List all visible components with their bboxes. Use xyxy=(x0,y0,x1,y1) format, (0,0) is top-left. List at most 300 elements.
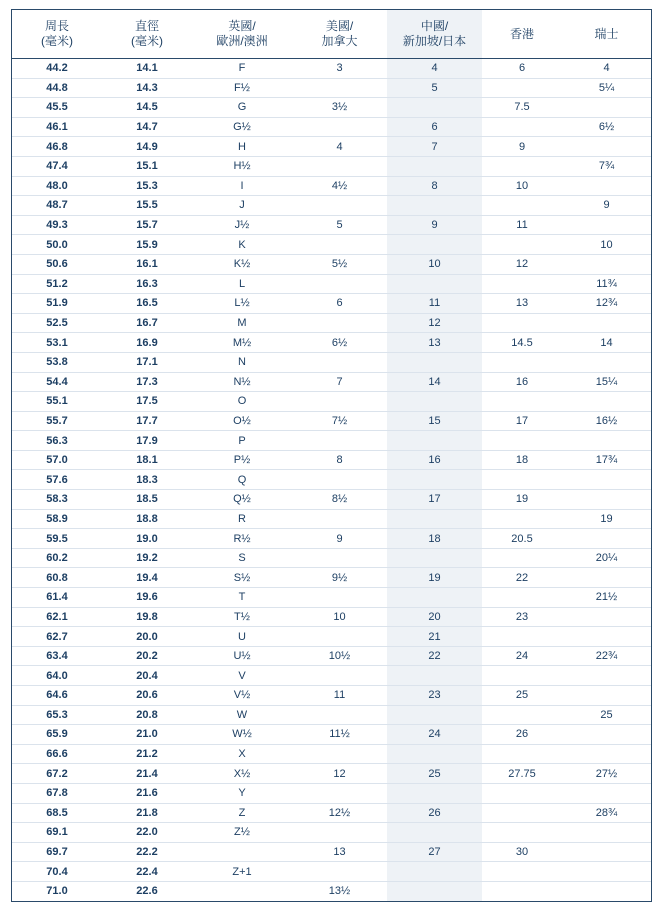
cell-hong-kong: 30 xyxy=(482,842,562,862)
cell-diameter-mm: 16.3 xyxy=(102,274,192,294)
cell-diameter-mm: 21.6 xyxy=(102,783,192,803)
cell-uk-eu-au: V xyxy=(192,666,292,686)
cell-us-ca xyxy=(292,196,387,216)
cell-us-ca xyxy=(292,352,387,372)
cell-cn-sg-jp: 18 xyxy=(387,529,482,549)
header-label: 香港 xyxy=(509,26,534,41)
cell-uk-eu-au: I xyxy=(192,176,292,196)
cell-uk-eu-au: Z½ xyxy=(192,823,292,843)
cell-perimeter-mm: 58.3 xyxy=(12,490,102,510)
cell-switzerland: 27½ xyxy=(562,764,651,784)
cell-us-ca xyxy=(292,862,387,882)
cell-uk-eu-au: Z xyxy=(192,803,292,823)
cell-cn-sg-jp xyxy=(387,509,482,529)
cell-switzerland xyxy=(562,254,651,274)
cell-diameter-mm: 20.8 xyxy=(102,705,192,725)
table-row xyxy=(12,450,651,470)
cell-us-ca: 4½ xyxy=(292,176,387,196)
header-cn-sg-jp xyxy=(387,10,482,59)
cell-switzerland: 12¾ xyxy=(562,294,651,314)
cell-us-ca: 7½ xyxy=(292,411,387,431)
ring-size-table xyxy=(12,10,651,901)
cell-cn-sg-jp xyxy=(387,862,482,882)
header-label: 直徑 xyxy=(134,19,159,33)
cell-switzerland: 11¾ xyxy=(562,274,651,294)
cell-perimeter-mm: 60.8 xyxy=(12,568,102,588)
cell-hong-kong xyxy=(482,235,562,255)
table-row xyxy=(12,98,651,118)
cell-perimeter-mm: 71.0 xyxy=(46,885,68,898)
cell-perimeter-mm: 65.3 xyxy=(12,705,102,725)
cell-diameter-mm: 19.4 xyxy=(102,568,192,588)
cell-diameter-mm: 15.7 xyxy=(102,215,192,235)
cell-switzerland: 5¼ xyxy=(562,78,651,98)
cell-cn-sg-jp xyxy=(387,274,482,294)
cell-switzerland xyxy=(562,392,651,412)
table-row xyxy=(12,137,651,157)
cell-diameter-mm: 14.7 xyxy=(102,117,192,137)
table-row xyxy=(12,78,651,98)
table-row xyxy=(12,607,651,627)
cell-us-ca xyxy=(292,78,387,98)
table-row xyxy=(12,392,651,412)
table-row xyxy=(12,529,651,549)
cell-perimeter-mm: 47.4 xyxy=(12,156,102,176)
cell-diameter-mm: 21.0 xyxy=(102,725,192,745)
cell-perimeter-mm: 60.2 xyxy=(12,548,102,568)
table-row xyxy=(12,548,651,568)
cell-perimeter-mm: 46.8 xyxy=(12,137,102,157)
cell-switzerland xyxy=(562,215,651,235)
cell-switzerland xyxy=(562,725,651,745)
cell-us-ca: 5 xyxy=(292,215,387,235)
header-label: (毫米) xyxy=(131,34,163,48)
cell-perimeter-mm: 55.7 xyxy=(12,411,102,431)
table-row xyxy=(12,705,651,725)
cell-us-ca: 9½ xyxy=(292,568,387,588)
cell-hong-kong xyxy=(482,431,562,451)
cell-hong-kong xyxy=(482,313,562,333)
cell-us-ca: 4 xyxy=(292,137,387,157)
header-perimeter-mm xyxy=(12,10,102,59)
cell-cn-sg-jp xyxy=(387,235,482,255)
cell-perimeter-mm: 50.0 xyxy=(12,235,102,255)
cell-diameter-mm: 20.4 xyxy=(102,666,192,686)
cell-us-ca: 6 xyxy=(292,294,387,314)
cell-uk-eu-au: L½ xyxy=(192,294,292,314)
cell-diameter-mm: 21.2 xyxy=(102,744,192,764)
cell-us-ca: 11 xyxy=(292,686,387,706)
cell-switzerland xyxy=(562,666,651,686)
cell-cn-sg-jp xyxy=(387,705,482,725)
cell-switzerland xyxy=(562,607,651,627)
cell-us-ca xyxy=(292,705,387,725)
cell-hong-kong: 19 xyxy=(482,490,562,510)
cell-uk-eu-au: X xyxy=(192,744,292,764)
cell-cn-sg-jp: 11 xyxy=(387,294,482,314)
cell-switzerland: 25 xyxy=(562,705,651,725)
cell-perimeter-mm: 50.6 xyxy=(12,254,102,274)
cell-switzerland: 17¾ xyxy=(562,450,651,470)
cell-uk-eu-au: Z+1 xyxy=(192,862,292,882)
cell-perimeter-mm: 69.7 xyxy=(12,842,102,862)
cell-hong-kong xyxy=(482,627,562,647)
cell-hong-kong: 23 xyxy=(482,607,562,627)
cell-hong-kong: 18 xyxy=(482,450,562,470)
table-row xyxy=(12,686,651,706)
header-label: 英國/ xyxy=(228,19,256,33)
cell-us-ca xyxy=(292,235,387,255)
header-uk-eu-au xyxy=(192,10,292,59)
cell-switzerland xyxy=(562,568,651,588)
cell-uk-eu-au: V½ xyxy=(192,686,292,706)
table-row xyxy=(12,803,651,823)
table-row xyxy=(12,372,651,392)
cell-diameter-mm: 18.8 xyxy=(102,509,192,529)
cell-diameter-mm: 18.1 xyxy=(102,450,192,470)
cell-hong-kong: 24 xyxy=(482,646,562,666)
cell-cn-sg-jp: 7 xyxy=(387,137,482,157)
cell-diameter-mm: 15.9 xyxy=(102,235,192,255)
cell-cn-sg-jp: 20 xyxy=(387,607,482,627)
cell-uk-eu-au: M½ xyxy=(192,333,292,353)
cell-cn-sg-jp: 27 xyxy=(387,842,482,862)
cell-diameter-mm: 22.0 xyxy=(102,823,192,843)
table-row xyxy=(12,509,651,529)
cell-uk-eu-au: M xyxy=(192,313,292,333)
table-row xyxy=(12,764,651,784)
cell-us-ca: 9 xyxy=(292,529,387,549)
cell-perimeter-mm: 61.4 xyxy=(12,588,102,608)
cell-cn-sg-jp xyxy=(387,392,482,412)
cell-uk-eu-au: J xyxy=(192,196,292,216)
cell-hong-kong: 9 xyxy=(482,137,562,157)
table-row xyxy=(12,59,651,79)
cell-uk-eu-au xyxy=(192,842,292,862)
cell-hong-kong xyxy=(482,117,562,137)
cell-uk-eu-au: S xyxy=(192,548,292,568)
cell-perimeter-mm: 46.1 xyxy=(12,117,102,137)
cell-uk-eu-au: R xyxy=(192,509,292,529)
cell-us-ca: 7 xyxy=(292,372,387,392)
table-row xyxy=(12,666,651,686)
cell-diameter-mm: 14.1 xyxy=(102,59,192,79)
cell-diameter-mm: 17.9 xyxy=(102,431,192,451)
cell-uk-eu-au: O½ xyxy=(192,411,292,431)
cell-us-ca xyxy=(292,783,387,803)
cell-diameter-mm: 19.6 xyxy=(102,588,192,608)
cell-diameter-mm: 22.6 xyxy=(136,885,158,898)
cell-uk-eu-au: L xyxy=(192,274,292,294)
table-row xyxy=(12,470,651,490)
cell-diameter-mm: 22.2 xyxy=(102,842,192,862)
table-body xyxy=(12,59,651,901)
cell-perimeter-mm: 45.5 xyxy=(12,98,102,118)
cell-cn-sg-jp xyxy=(387,548,482,568)
table-row xyxy=(12,294,651,314)
cell-perimeter-mm: 48.7 xyxy=(12,196,102,216)
cell-us-ca: 3 xyxy=(292,59,387,79)
cell-perimeter-mm: 58.9 xyxy=(12,509,102,529)
cell-uk-eu-au: S½ xyxy=(192,568,292,588)
table-row xyxy=(12,490,651,510)
cell-uk-eu-au: N½ xyxy=(192,372,292,392)
cell-hong-kong: 12 xyxy=(482,254,562,274)
cell-switzerland: 4 xyxy=(562,59,651,79)
cell-cn-sg-jp xyxy=(387,431,482,451)
cell-hong-kong: 25 xyxy=(482,686,562,706)
cell-uk-eu-au: K½ xyxy=(192,254,292,274)
cell-us-ca xyxy=(292,548,387,568)
cell-diameter-mm: 21.8 xyxy=(102,803,192,823)
header-label: 周長 xyxy=(44,19,69,33)
table-row xyxy=(12,588,651,608)
cell-hong-kong: 10 xyxy=(482,176,562,196)
table-row xyxy=(12,725,651,745)
cell-hong-kong: 11 xyxy=(482,215,562,235)
cell-uk-eu-au: P½ xyxy=(192,450,292,470)
cell-perimeter-mm: 67.2 xyxy=(12,764,102,784)
cell-hong-kong: 16 xyxy=(482,372,562,392)
cell-hong-kong xyxy=(482,156,562,176)
cell-hong-kong: 22 xyxy=(482,568,562,588)
cell-switzerland: 7¾ xyxy=(562,156,651,176)
cell-hong-kong xyxy=(482,274,562,294)
cell-uk-eu-au: H xyxy=(192,137,292,157)
header-label: 加拿大 xyxy=(321,34,358,48)
cell-uk-eu-au: T xyxy=(192,588,292,608)
cell-us-ca: 12 xyxy=(292,764,387,784)
table-row xyxy=(12,431,651,451)
header-hong-kong xyxy=(482,10,562,59)
cell-cn-sg-jp: 9 xyxy=(387,215,482,235)
cell-hong-kong xyxy=(482,744,562,764)
cell-us-ca: 12½ xyxy=(292,803,387,823)
cell-us-ca: 5½ xyxy=(292,254,387,274)
cell-cn-sg-jp: 25 xyxy=(387,764,482,784)
cell-cn-sg-jp: 6 xyxy=(387,117,482,137)
table-row xyxy=(12,862,651,882)
cell-cn-sg-jp xyxy=(387,783,482,803)
cell-cn-sg-jp: 19 xyxy=(387,568,482,588)
cell-hong-kong xyxy=(482,588,562,608)
cell-perimeter-mm: 68.5 xyxy=(12,803,102,823)
cell-us-ca xyxy=(292,470,387,490)
cell-cn-sg-jp: 4 xyxy=(387,59,482,79)
cell-cn-sg-jp: 12 xyxy=(387,313,482,333)
cell-uk-eu-au: F½ xyxy=(192,78,292,98)
cell-switzerland: 10 xyxy=(562,235,651,255)
cell-uk-eu-au: Q½ xyxy=(192,490,292,510)
cell-diameter-mm: 16.7 xyxy=(102,313,192,333)
cell-diameter-mm: 14.5 xyxy=(102,98,192,118)
cell-us-ca: 6½ xyxy=(292,333,387,353)
cell-us-ca: 13½ xyxy=(328,885,351,898)
cell-hong-kong: 17 xyxy=(482,411,562,431)
cell-cn-sg-jp: 13 xyxy=(387,333,482,353)
table-row xyxy=(12,215,651,235)
header-row xyxy=(12,10,651,59)
cell-us-ca: 8 xyxy=(292,450,387,470)
cell-us-ca xyxy=(292,274,387,294)
cell-switzerland xyxy=(562,842,651,862)
header-label: 美國/ xyxy=(325,19,354,33)
cell-perimeter-mm: 44.2 xyxy=(12,59,102,79)
cell-switzerland: 15¼ xyxy=(562,372,651,392)
cell-hong-kong xyxy=(482,509,562,529)
cell-diameter-mm: 20.6 xyxy=(102,686,192,706)
cell-diameter-mm: 19.8 xyxy=(102,607,192,627)
cell-hong-kong: 26 xyxy=(482,725,562,745)
cell-perimeter-mm: 44.8 xyxy=(12,78,102,98)
cell-switzerland: 22¾ xyxy=(562,646,651,666)
cell-cn-sg-jp: 8 xyxy=(387,176,482,196)
cell-diameter-mm: 21.4 xyxy=(102,764,192,784)
table-row xyxy=(12,254,651,274)
cell-cn-sg-jp xyxy=(387,666,482,686)
cell-perimeter-mm: 53.8 xyxy=(12,352,102,372)
table-row xyxy=(12,568,651,588)
cell-hong-kong xyxy=(482,352,562,372)
cell-diameter-mm: 20.0 xyxy=(102,627,192,647)
cell-diameter-mm: 16.9 xyxy=(102,333,192,353)
cell-switzerland xyxy=(562,98,651,118)
cell-hong-kong xyxy=(482,666,562,686)
cell-perimeter-mm: 62.1 xyxy=(12,607,102,627)
cell-hong-kong xyxy=(482,862,562,882)
cell-hong-kong xyxy=(482,548,562,568)
table-row xyxy=(12,333,651,353)
cell-cn-sg-jp: 14 xyxy=(387,372,482,392)
cell-switzerland xyxy=(562,881,651,900)
cell-cn-sg-jp: 23 xyxy=(387,686,482,706)
table-row xyxy=(12,352,651,372)
cell-switzerland xyxy=(562,470,651,490)
cell-cn-sg-jp: 10 xyxy=(387,254,482,274)
cell-perimeter-mm: 64.6 xyxy=(12,686,102,706)
cell-uk-eu-au: Q xyxy=(192,470,292,490)
cell-diameter-mm: 17.5 xyxy=(102,392,192,412)
cell-cn-sg-jp: 22 xyxy=(387,646,482,666)
cell-uk-eu-au: Y xyxy=(192,783,292,803)
cell-cn-sg-jp xyxy=(387,881,482,900)
cell-switzerland xyxy=(562,490,651,510)
cell-switzerland xyxy=(562,431,651,451)
cell-uk-eu-au: N xyxy=(192,352,292,372)
cell-perimeter-mm: 54.4 xyxy=(12,372,102,392)
cell-us-ca xyxy=(292,509,387,529)
cell-cn-sg-jp: 26 xyxy=(387,803,482,823)
table-row xyxy=(12,313,651,333)
cell-perimeter-mm: 51.9 xyxy=(12,294,102,314)
cell-perimeter-mm: 57.0 xyxy=(12,450,102,470)
cell-cn-sg-jp xyxy=(387,98,482,118)
cell-switzerland xyxy=(562,744,651,764)
cell-switzerland: 28¾ xyxy=(562,803,651,823)
cell-switzerland xyxy=(562,176,651,196)
cell-cn-sg-jp: 17 xyxy=(387,490,482,510)
cell-uk-eu-au: F xyxy=(192,59,292,79)
cell-perimeter-mm: 53.1 xyxy=(12,333,102,353)
cell-hong-kong xyxy=(482,78,562,98)
cell-us-ca xyxy=(292,156,387,176)
cell-hong-kong xyxy=(482,881,562,900)
table-row xyxy=(12,196,651,216)
header-switzerland xyxy=(562,10,651,59)
table-row xyxy=(12,156,651,176)
cell-diameter-mm: 17.7 xyxy=(102,411,192,431)
header-label: (毫米) xyxy=(41,34,73,48)
cell-diameter-mm: 17.3 xyxy=(102,372,192,392)
cell-diameter-mm: 22.4 xyxy=(102,862,192,882)
cell-uk-eu-au: G½ xyxy=(192,117,292,137)
cell-us-ca: 10½ xyxy=(292,646,387,666)
cell-uk-eu-au: U½ xyxy=(192,646,292,666)
cell-diameter-mm: 19.0 xyxy=(102,529,192,549)
cell-perimeter-mm: 55.1 xyxy=(12,392,102,412)
cell-hong-kong xyxy=(482,196,562,216)
cell-perimeter-mm: 64.0 xyxy=(12,666,102,686)
cell-hong-kong xyxy=(482,783,562,803)
table-row xyxy=(12,744,651,764)
cell-switzerland: 9 xyxy=(562,196,651,216)
cell-cn-sg-jp: 21 xyxy=(387,627,482,647)
cell-cn-sg-jp xyxy=(387,823,482,843)
cell-uk-eu-au: W xyxy=(192,705,292,725)
cell-switzerland xyxy=(562,627,651,647)
cell-uk-eu-au: O xyxy=(192,392,292,412)
cell-us-ca: 8½ xyxy=(292,490,387,510)
table-row xyxy=(12,235,651,255)
cell-perimeter-mm: 62.7 xyxy=(12,627,102,647)
cell-hong-kong: 7.5 xyxy=(482,98,562,118)
cell-us-ca xyxy=(292,588,387,608)
cell-switzerland xyxy=(562,529,651,549)
cell-diameter-mm: 20.2 xyxy=(102,646,192,666)
cell-uk-eu-au: P xyxy=(192,431,292,451)
cell-diameter-mm: 19.2 xyxy=(102,548,192,568)
cell-switzerland xyxy=(562,783,651,803)
header-diameter-mm xyxy=(102,10,192,59)
table-row xyxy=(12,117,651,137)
cell-perimeter-mm: 57.6 xyxy=(12,470,102,490)
cell-us-ca: 13 xyxy=(292,842,387,862)
table-row xyxy=(12,646,651,666)
cell-hong-kong xyxy=(482,823,562,843)
cell-switzerland xyxy=(562,823,651,843)
cell-perimeter-mm: 56.3 xyxy=(12,431,102,451)
cell-uk-eu-au: T½ xyxy=(192,607,292,627)
cell-switzerland xyxy=(562,686,651,706)
cell-diameter-mm: 15.3 xyxy=(102,176,192,196)
header-us-ca xyxy=(292,10,387,59)
cell-cn-sg-jp xyxy=(387,470,482,490)
cell-hong-kong: 6 xyxy=(482,59,562,79)
cell-perimeter-mm: 70.4 xyxy=(12,862,102,882)
cell-cn-sg-jp xyxy=(387,352,482,372)
cell-us-ca xyxy=(292,313,387,333)
cell-perimeter-mm: 49.3 xyxy=(12,215,102,235)
cell-cn-sg-jp xyxy=(387,156,482,176)
cell-switzerland: 6½ xyxy=(562,117,651,137)
cell-switzerland xyxy=(562,313,651,333)
cell-perimeter-mm: 63.4 xyxy=(12,646,102,666)
cell-us-ca xyxy=(292,627,387,647)
cell-hong-kong xyxy=(482,392,562,412)
header-label: 瑞士 xyxy=(594,26,619,41)
cell-diameter-mm: 15.1 xyxy=(102,156,192,176)
cell-uk-eu-au xyxy=(192,881,292,900)
